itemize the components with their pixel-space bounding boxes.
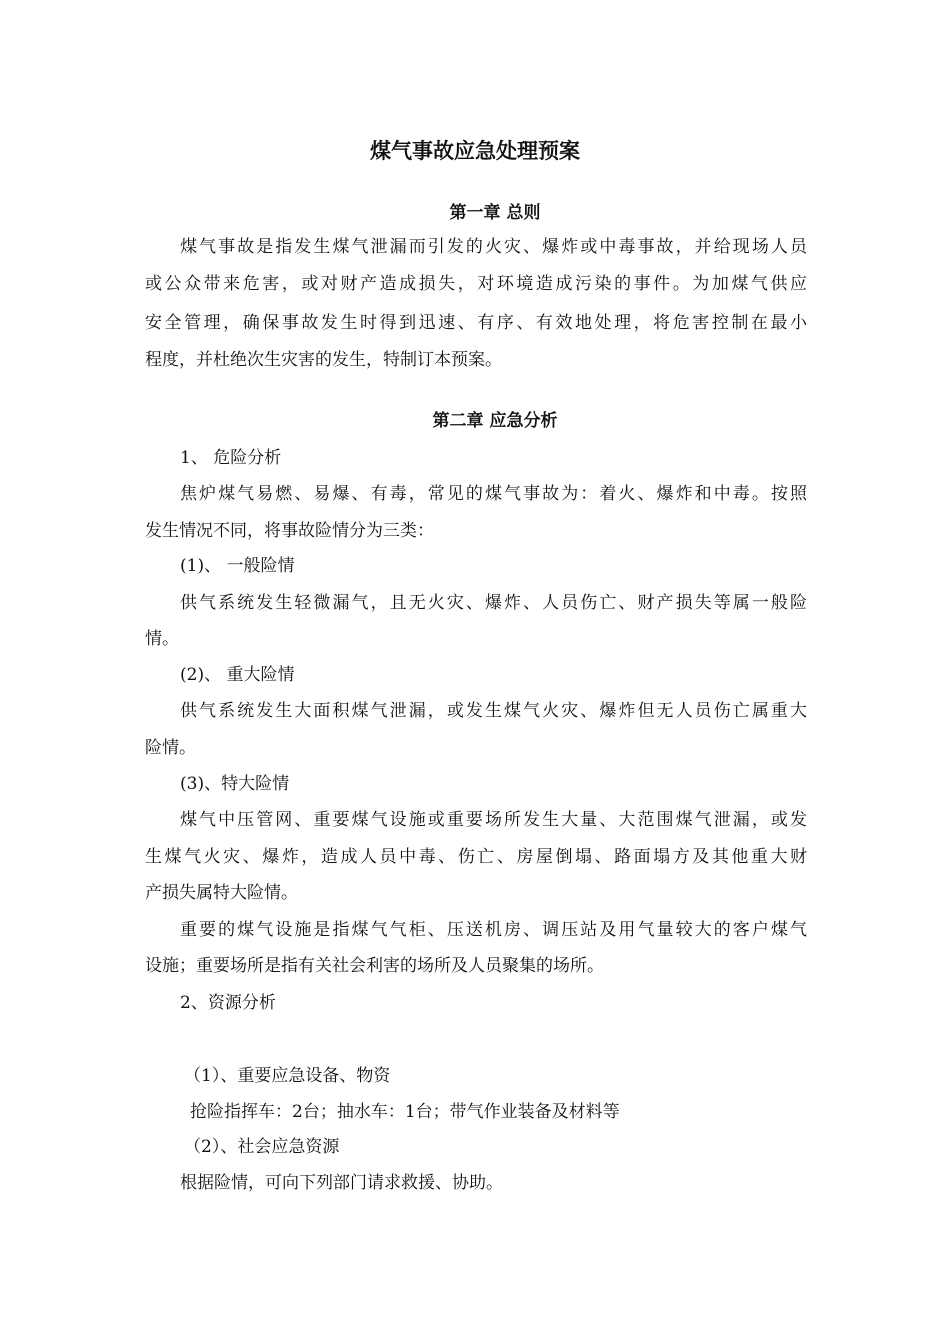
case3-text-line: 生煤气火灾、爆炸，造成人员中毒、伤亡、房屋倒塌、路面塌方及其他重大财 bbox=[145, 847, 807, 867]
case1-title: (1)、 一般险情 bbox=[180, 556, 295, 576]
case1-text-line: 情。 bbox=[145, 629, 179, 649]
chapter1-paragraph-line: 程度，并杜绝次生灾害的发生，特制订本预案。 bbox=[145, 350, 502, 370]
case3-title: (3)、特大险情 bbox=[180, 774, 290, 794]
section2-title: 2、资源分析 bbox=[180, 993, 276, 1013]
document-title: 煤气事故应急处理预案 bbox=[370, 139, 580, 163]
case2-title: (2)、 重大险情 bbox=[180, 665, 295, 685]
section1-intro-line: 发生情况不同，将事故险情分为三类： bbox=[145, 521, 434, 541]
case1-text-line: 供气系统发生轻微漏气，且无火灾、爆炸、人员伤亡、财产损失等属一般险 bbox=[180, 593, 807, 613]
section1-title: 1、 危险分析 bbox=[180, 448, 282, 468]
resource1-title: （1）、重要应急设备、物资 bbox=[184, 1066, 391, 1086]
case2-text-line: 险情。 bbox=[145, 738, 196, 758]
resource1-text: 抢险指挥车：2台；抽水车：1台；带气作业装备及材料等 bbox=[190, 1102, 620, 1122]
case3-text-line: 煤气中压管网、重要煤气设施或重要场所发生大量、大范围煤气泄漏，或发 bbox=[180, 810, 807, 830]
section1-intro-line: 焦炉煤气易燃、易爆、有毒，常见的煤气事故为：着火、爆炸和中毒。按照 bbox=[180, 484, 807, 504]
note-line: 重要的煤气设施是指煤气气柜、压送机房、调压站及用气量较大的客户煤气 bbox=[180, 920, 807, 940]
note-line: 设施；重要场所是指有关社会利害的场所及人员聚集的场所。 bbox=[145, 956, 604, 976]
case2-text-line: 供气系统发生大面积煤气泄漏，或发生煤气火灾、爆炸但无人员伤亡属重大 bbox=[180, 701, 807, 721]
resource2-text: 根据险情，可向下列部门请求救援、协助。 bbox=[180, 1173, 503, 1193]
chapter1-paragraph-line: 安全管理，确保事故发生时得到迅速、有序、有效地处理，将危害控制在最小 bbox=[145, 313, 807, 333]
chapter1-paragraph-line: 或公众带来危害，或对财产造成损失，对环境造成污染的事件。为加煤气供应 bbox=[145, 274, 807, 294]
chapter1-paragraph-line: 煤气事故是指发生煤气泄漏而引发的火灾、爆炸或中毒事故，并给现场人员 bbox=[180, 237, 807, 257]
chapter2-heading: 第二章 应急分析 bbox=[432, 411, 558, 431]
chapter1-heading: 第一章 总则 bbox=[449, 203, 541, 223]
case3-text-line: 产损失属特大险情。 bbox=[145, 883, 298, 903]
resource2-title: （2）、社会应急资源 bbox=[184, 1137, 340, 1157]
